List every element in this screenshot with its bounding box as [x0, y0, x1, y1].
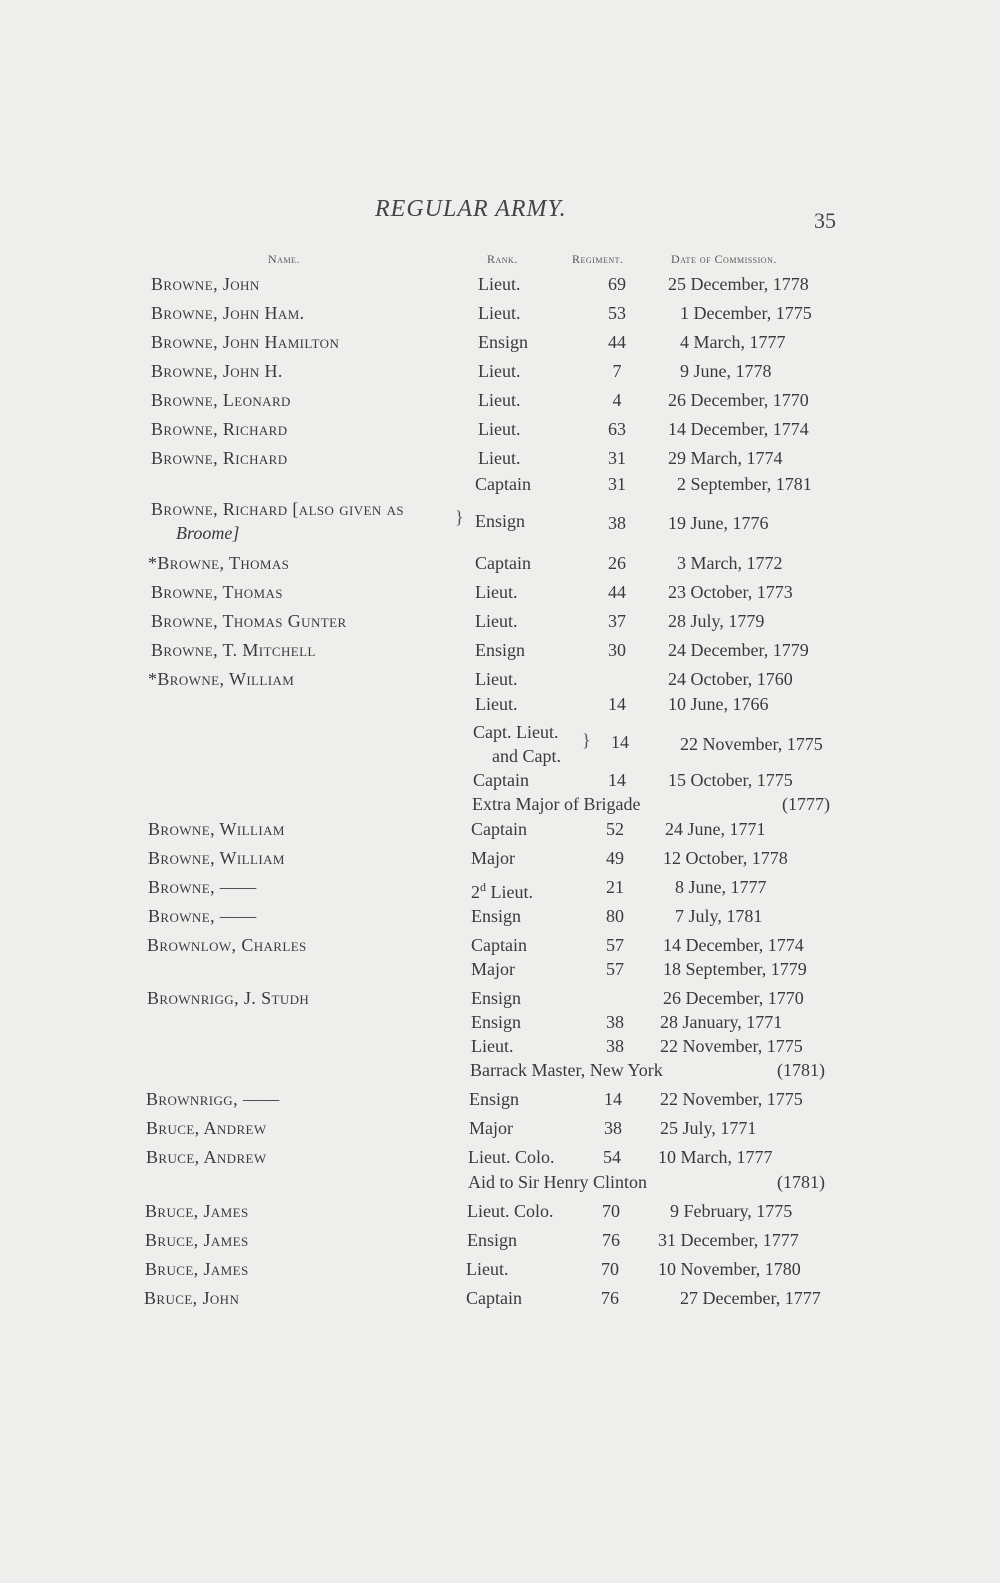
roster-row	[0, 301, 1000, 329]
rank: Ensign	[478, 332, 529, 352]
commission-date: 24 October, 1760	[668, 669, 793, 689]
officer-name: Bruce, James	[145, 1259, 249, 1279]
regiment: 7	[612, 361, 622, 381]
appointment-year: (1781)	[777, 1172, 825, 1192]
officer-name: Browne, Thomas	[151, 582, 283, 602]
appointment-note: Extra Major of Brigade	[472, 794, 641, 814]
officer-name: Browne, Richard [also given as	[151, 499, 404, 519]
rank: Lieut. Colo.	[467, 1201, 554, 1221]
regiment: 44	[608, 332, 626, 352]
officer-name: Browne, Leonard	[151, 390, 291, 410]
officer-name: Browne, Thomas Gunter	[151, 611, 347, 631]
rank	[471, 875, 533, 904]
officer-name: Bruce, John	[144, 1288, 240, 1308]
roster-row	[0, 846, 1000, 874]
officer-name: Browne, Richard	[151, 419, 288, 439]
officer-name: Brownrigg, ——	[146, 1089, 280, 1109]
rank: Lieut.	[471, 1036, 514, 1056]
column-header-rank: Rank.	[487, 252, 518, 266]
commission-date: 7 July, 1781	[675, 906, 763, 926]
rank: Captain	[475, 553, 531, 573]
regiment: 21	[606, 877, 624, 897]
roster-row	[0, 638, 1000, 666]
rank: Lieut.	[475, 582, 518, 602]
roster-row	[0, 388, 1000, 416]
commission-date: 10 March, 1777	[658, 1147, 773, 1167]
roster-note	[0, 792, 1000, 820]
commission-date: 22 November, 1775	[680, 734, 823, 754]
officer-name: Browne, ——	[148, 906, 257, 926]
commission-date: 10 June, 1766	[668, 694, 769, 714]
officer-name: Browne, John Hamilton	[151, 332, 340, 352]
rank: Lieut.	[478, 274, 521, 294]
appointment-note: Barrack Master, New York	[470, 1060, 663, 1080]
rank-ordinal-suffix: d	[480, 880, 486, 894]
rank: Ensign	[475, 640, 526, 660]
officer-name: *Browne, Thomas	[148, 553, 290, 573]
roster-row	[0, 1257, 1000, 1285]
rank: Captain	[471, 935, 527, 955]
commission-date: 26 December, 1770	[663, 988, 804, 1008]
roster-row	[0, 875, 1000, 903]
rank-continued: and Capt.	[492, 746, 561, 766]
commission-date: 28 July, 1779	[668, 611, 765, 631]
officer-name: Browne, John H.	[151, 361, 283, 381]
commission-date: 22 November, 1775	[660, 1089, 803, 1109]
regiment: 14	[604, 1089, 622, 1109]
roster-note	[0, 1170, 1000, 1198]
appointment-year: (1777)	[782, 794, 830, 814]
rank: Capt. Lieut.	[473, 722, 559, 742]
regiment: 52	[606, 819, 624, 839]
regiment: 76	[602, 1230, 620, 1250]
commission-date: 9 February, 1775	[670, 1201, 793, 1221]
commission-date: 2 September, 1781	[677, 474, 812, 494]
commission-date: 12 October, 1778	[663, 848, 788, 868]
regiment: 80	[606, 906, 624, 926]
officer-name: Browne, John Ham.	[151, 303, 305, 323]
rank: Lieut.	[478, 419, 521, 439]
roster-row	[0, 446, 1000, 474]
roster-row	[0, 497, 1000, 549]
regiment: 76	[601, 1288, 619, 1308]
regiment: 53	[608, 303, 626, 323]
rank: Lieut.	[475, 694, 518, 714]
rank: Lieut.	[478, 303, 521, 323]
commission-date: 23 October, 1773	[668, 582, 793, 602]
regiment: 38	[608, 513, 626, 533]
officer-name: Browne, T. Mitchell	[151, 640, 316, 660]
officer-name: Browne, William	[148, 848, 285, 868]
roster-row	[0, 1087, 1000, 1115]
commission-date: 1 December, 1775	[680, 303, 812, 323]
commission-date: 29 March, 1774	[668, 448, 783, 468]
roster-row	[0, 1116, 1000, 1144]
regiment: 70	[601, 1259, 619, 1279]
regiment: 4	[612, 390, 622, 410]
commission-date: 22 November, 1775	[660, 1036, 803, 1056]
rank: Major	[471, 848, 515, 868]
commission-date: 19 June, 1776	[668, 513, 769, 533]
column-header-regiment: Regiment.	[572, 252, 624, 266]
officer-name: Bruce, James	[145, 1201, 249, 1221]
rank: Lieut. Colo.	[468, 1147, 555, 1167]
commission-date: 4 March, 1777	[680, 332, 786, 352]
roster-row	[0, 330, 1000, 358]
commission-date: 10 November, 1780	[658, 1259, 801, 1279]
commission-date: 28 January, 1771	[660, 1012, 783, 1032]
officer-name: Browne, ——	[148, 877, 257, 897]
regiment: 38	[606, 1012, 624, 1032]
officer-name: Bruce, Andrew	[146, 1147, 267, 1167]
officer-name: Brownlow, Charles	[147, 935, 307, 955]
roster-row	[0, 417, 1000, 445]
officer-name: Bruce, Andrew	[146, 1118, 267, 1138]
rank: Captain	[466, 1288, 522, 1308]
commission-date: 31 December, 1777	[658, 1230, 799, 1250]
commission-date: 3 March, 1772	[677, 553, 783, 573]
brace-icon: }	[582, 730, 591, 750]
regiment: 37	[608, 611, 626, 631]
officer-name-alias: Broome]	[176, 523, 240, 543]
regiment: 14	[608, 694, 626, 714]
regiment: 70	[602, 1201, 620, 1221]
rank: Lieut.	[475, 611, 518, 631]
rank: Lieut.	[478, 361, 521, 381]
rank: Ensign	[475, 511, 526, 531]
commission-date: 24 June, 1771	[665, 819, 766, 839]
roster-row	[0, 551, 1000, 579]
rank: Major	[469, 1118, 513, 1138]
regiment: 38	[604, 1118, 622, 1138]
regiment: 49	[606, 848, 624, 868]
rank: Captain	[475, 474, 531, 494]
roster-row	[0, 692, 1000, 720]
rank: Captain	[471, 819, 527, 839]
rank: Lieut.	[475, 669, 518, 689]
roster-row	[0, 667, 1000, 695]
officer-name: Bruce, James	[145, 1230, 249, 1250]
regiment: 14	[608, 770, 626, 790]
rank-title: Lieut.	[486, 882, 533, 902]
officer-name: Browne, John	[151, 274, 260, 294]
roster-note	[0, 1058, 1000, 1086]
rank: Lieut.	[466, 1259, 509, 1279]
rank: Ensign	[471, 988, 522, 1008]
officer-name: Brownrigg, J. Studh	[147, 988, 310, 1008]
rank: Captain	[473, 770, 529, 790]
rank: Ensign	[471, 906, 522, 926]
rank: Lieut.	[478, 448, 521, 468]
officer-name: Browne, Richard	[151, 448, 288, 468]
roster-row	[0, 272, 1000, 300]
regiment: 14	[611, 732, 629, 752]
commission-date: 9 June, 1778	[680, 361, 772, 381]
regiment: 31	[608, 474, 626, 494]
regiment: 26	[608, 553, 626, 573]
commission-date: 8 June, 1777	[675, 877, 767, 897]
commission-date: 14 December, 1774	[668, 419, 809, 439]
regiment: 38	[606, 1036, 624, 1056]
regiment: 57	[606, 935, 624, 955]
rank: Ensign	[467, 1230, 518, 1250]
roster-row	[0, 359, 1000, 387]
regiment: 69	[608, 274, 626, 294]
rank-ordinal: 2	[471, 882, 480, 902]
rank: Major	[471, 959, 515, 979]
commission-date: 27 December, 1777	[680, 1288, 821, 1308]
appointment-note: Aid to Sir Henry Clinton	[468, 1172, 647, 1192]
regiment: 30	[608, 640, 626, 660]
commission-date: 26 December, 1770	[668, 390, 809, 410]
roster-row	[0, 720, 1000, 772]
commission-date: 15 October, 1775	[668, 770, 793, 790]
roster-row	[0, 1228, 1000, 1256]
officer-name: Browne, William	[148, 819, 285, 839]
regiment: 57	[606, 959, 624, 979]
roster-row	[0, 1286, 1000, 1314]
commission-date: 24 December, 1779	[668, 640, 809, 660]
rank: Lieut.	[478, 390, 521, 410]
roster-row	[0, 580, 1000, 608]
roster-row	[0, 1199, 1000, 1227]
regiment: 54	[603, 1147, 621, 1167]
page-number: 35	[814, 208, 836, 233]
rank: Ensign	[471, 1012, 522, 1032]
running-title: REGULAR ARMY.	[375, 196, 567, 222]
roster-row	[0, 472, 1000, 500]
appointment-year: (1781)	[777, 1060, 825, 1080]
commission-date: 25 December, 1778	[668, 274, 809, 294]
roster-row	[0, 817, 1000, 845]
regiment: 63	[608, 419, 626, 439]
brace-icon: }	[455, 507, 464, 527]
roster-row	[0, 957, 1000, 985]
column-header-name: Name.	[268, 252, 300, 266]
column-header-date: Date of Commission.	[671, 252, 777, 266]
commission-date: 25 July, 1771	[660, 1118, 757, 1138]
commission-date: 18 September, 1779	[663, 959, 807, 979]
rank: Ensign	[469, 1089, 520, 1109]
regiment: 31	[608, 448, 626, 468]
roster-row	[0, 1145, 1000, 1173]
roster-row	[0, 904, 1000, 932]
officer-name: *Browne, William	[148, 669, 295, 689]
commission-date: 14 December, 1774	[663, 935, 804, 955]
roster-row	[0, 609, 1000, 637]
regiment: 44	[608, 582, 626, 602]
